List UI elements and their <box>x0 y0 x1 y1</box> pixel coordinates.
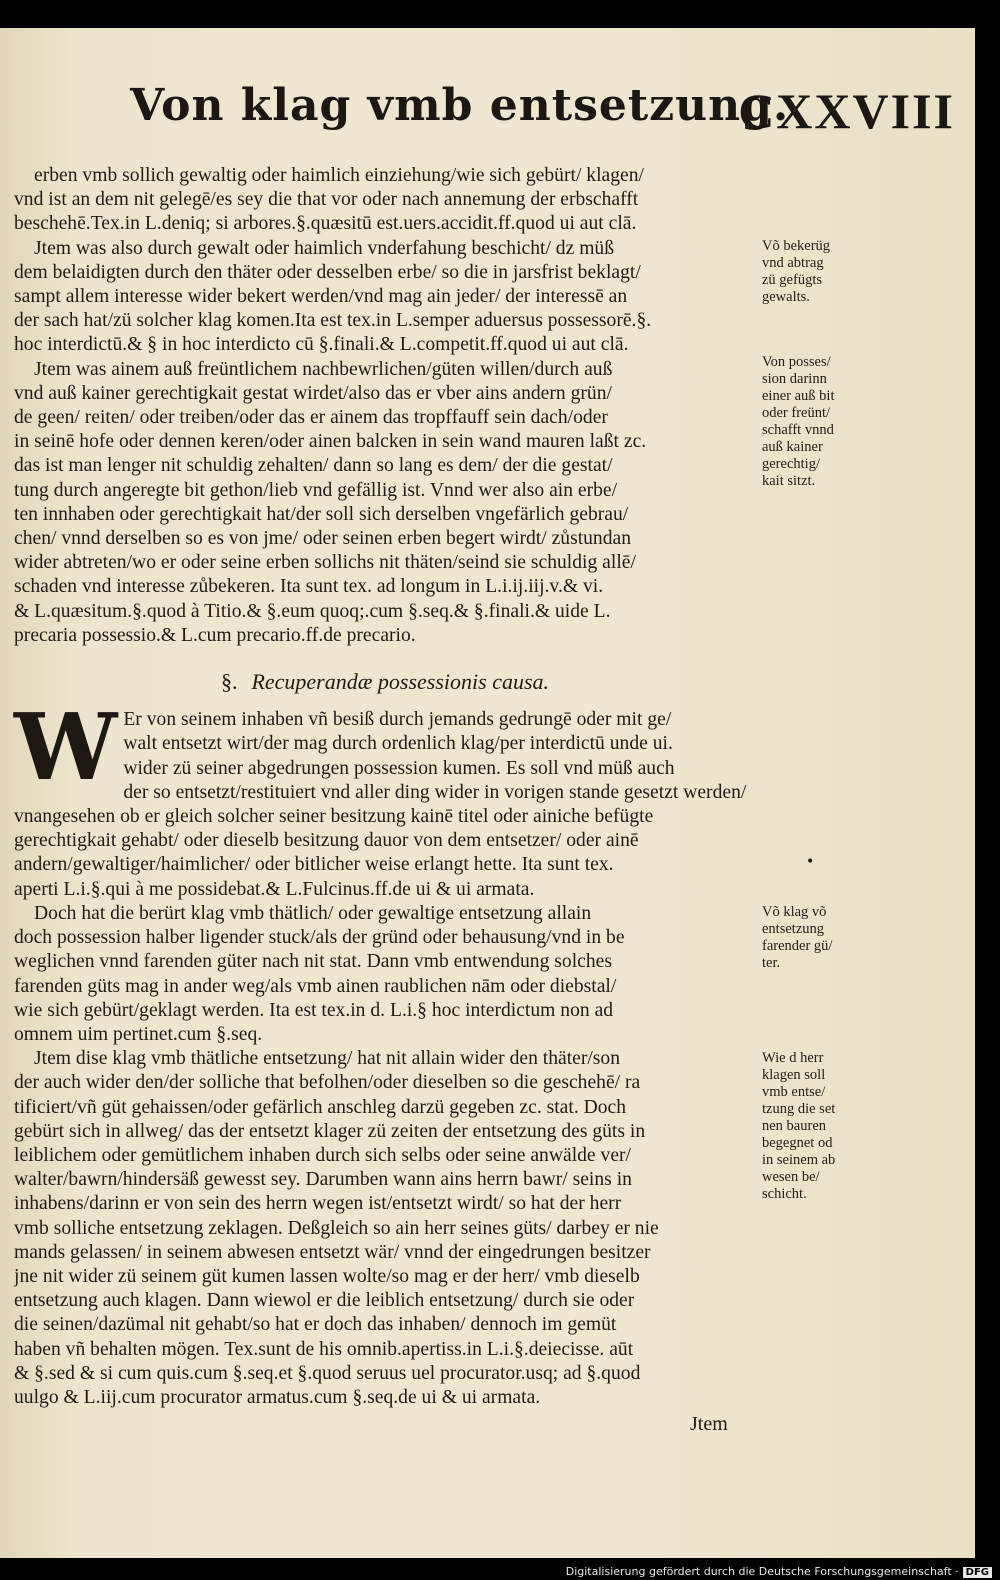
margin-note-line: einer auß bit <box>762 388 835 404</box>
text-line: jne nit wider zü seinem güt kumen lassen wolte/so mag er der herr/ vmb dieselb <box>14 1265 640 1287</box>
text-line: walt entsetzt wirt/der mag durch ordenlich klag/per interdictū unde ui. <box>123 733 673 755</box>
text-line: chen/ vnnd derselben so es von jme/ oder seinen erben begert wirdt/ zůstundan <box>14 528 632 550</box>
text-line: vmb solliche entsetzung zeklagen. Deßgleich so ain herr seines güts/ darbey er nie <box>14 1217 659 1239</box>
footer-text: Digitalisierung gefördert durch die Deutsche Forschungsgemeinschaft · <box>565 1565 959 1578</box>
margin-note-line: nen bauren <box>762 1118 827 1134</box>
text-line: aperti L.i.§.qui à me possidebat.& L.Fulcinus.ff.de ui & ui armata. <box>14 878 535 900</box>
text-line: vnangesehen ob er gleich solcher seiner besitzung kainē titel oder ainiche befügte <box>14 806 654 828</box>
text-line: entsetzung auch klagen. Dann wiewol er die leiblich entsetzung/ durch sie oder <box>14 1290 635 1312</box>
paragraph <box>14 358 756 648</box>
margin-note-line: Wie d herr <box>762 1050 824 1066</box>
text-line: uulgo & L.iij.cum procurator armatus.cum §.seq.de ui & ui armata. <box>14 1386 541 1408</box>
section-heading <box>14 670 756 694</box>
paragraph <box>14 902 756 1047</box>
text-line: vnd ist an dem nit gelegē/es sey die that vor oder nach annemung der erbschafft <box>14 189 639 211</box>
paragraph <box>14 237 756 358</box>
main-text-column <box>14 164 756 1410</box>
drop-cap: W <box>14 693 118 802</box>
text-line: ten innhaben oder gerechtigkait hat/der soll sich derselben vngefärlich gebrau/ <box>14 503 629 525</box>
text-line: beschehē.Tex.in L.deniq; si arbores.§.quæsitū est.uers.accidit.ff.quod ui aut clā. <box>14 213 637 235</box>
margin-note <box>762 1050 860 1203</box>
margin-note-line: tzung die set <box>762 1101 836 1117</box>
text-line: Jtem was also durch gewalt oder haimlich vnderfahung beschicht/ dz müß <box>34 237 615 259</box>
text-line: gerechtigkait gehabt/ oder dieselb besitzung dauor von dem entsetzer/ oder ainē <box>14 830 639 852</box>
text-line: haben vñ behalten mögen. Tex.sunt de his omnib.apertiss.in L.i.§.deiecisse. aūt <box>14 1338 634 1360</box>
text-line: mands gelassen/ in seinem abwesen entsetzt wär/ vnnd der eingedrungen besitzer <box>14 1241 651 1263</box>
digitization-footer <box>566 1565 992 1578</box>
paragraph <box>14 693 756 902</box>
text-line: & §.sed & si cum quis.cum §.seq.et §.quod seruus uel procurator.usq; ad §.quod <box>14 1362 641 1384</box>
text-line: Jtem dise klag vmb thätliche entsetzung/ hat nit allain wider den thäter/son <box>34 1048 621 1070</box>
margin-note-line: kait sitzt. <box>762 473 816 489</box>
text-line: die seinen/dazümal nit gehabt/so hat er doch das inhaben/ dennoch im gemüt <box>14 1314 617 1336</box>
margin-note-line: entsetzung <box>762 921 825 937</box>
text-line: der sach hat/zü solcher klag komen.Ita est tex.in L.semper aduersus possessorē.§. <box>14 310 652 332</box>
margin-note-line: schafft vnnd <box>762 422 834 438</box>
text-line: wider zü seiner abgedrungen possession kumen. Es soll vnd müß auch <box>123 757 675 779</box>
section-mark: §. <box>220 669 238 695</box>
bottom-paragraphs <box>14 693 756 1410</box>
margin-note-line: oder freünt/ <box>762 405 831 421</box>
margin-note-line: ter. <box>762 955 781 971</box>
text-line: der so entsetzt/restituiert vnd aller ding wider in vorigen stande gesetzt werden/ <box>123 781 747 803</box>
text-line: Jtem was ainem auß freüntlichem nachbewrlichen/güten willen/durch auß <box>34 358 613 380</box>
text-line: Er von seinem inhaben vñ besiß durch jemands gedrungē oder mit ge/ <box>123 709 672 731</box>
paragraph <box>14 1047 756 1410</box>
margin-note-line: auß kainer <box>762 439 823 455</box>
text-line: & L.quæsitum.§.quod à Titio.& §.eum quoq;.cum §.seq.& §.finali.& uide L. <box>14 600 611 622</box>
text-line: wie sich gebürt/geklagt werden. Ita est tex.in d. L.i.§ hoc interdictum non ad <box>14 999 614 1021</box>
catchword: Jtem <box>690 1413 728 1435</box>
margin-note-line: Võ bekerüg <box>762 238 831 254</box>
text-line: leiblichem oder gemütlichem inhaben durch sich selbs oder seine anwälde ver/ <box>14 1144 631 1166</box>
margin-note-line: wesen be/ <box>762 1169 820 1185</box>
margin-bullet: • <box>806 854 815 870</box>
text-line: der auch wider den/der solliche that befolhen/oder dieselben so die geschehē/ ra <box>14 1072 641 1094</box>
text-line: schaden vnd interesse zůbekeren. Ita sunt tex. ad longum in L.i.ij.iij.v.& vi. <box>14 576 604 598</box>
margin-note-line: gewalts. <box>762 289 810 305</box>
margin-note-line: begegnet od <box>762 1135 833 1151</box>
margin-note-line: vnd abtrag <box>762 255 824 271</box>
text-line: wider abtreten/wo er oder seine erben sollichs nit thäten/seind sie schuldig allē/ <box>14 552 636 574</box>
text-line: tificiert/vñ güt gehaissen/oder gefärlich anschleg darzü gegeben zc. stat. Doch <box>14 1096 627 1118</box>
text-line: hoc interdictū.& § in hoc interdicto cū §.finali.& L.competit.ff.quod ui aut clā. <box>14 334 629 356</box>
text-line: Doch hat die berürt klag vmb thätlich/ oder gewaltige entsetzung allain <box>34 902 592 924</box>
text-line: das ist man lenger nit schuldig zehalten/ dann so lang es dem/ der die gestat/ <box>14 455 613 477</box>
paragraph <box>14 164 756 237</box>
text-line: sampt allem interesse wider bekert werden/vnd mag ain jeder/ der interessē an <box>14 286 628 308</box>
margin-note-line: in seinem ab <box>762 1152 836 1168</box>
text-line: farenden güts mag in ander weg/als vmb ainen raublichen nām oder diebstal/ <box>14 975 617 997</box>
text-line: weglichen vnnd farenden güter nach nit stat. Dann vmb entwendung solches <box>14 951 612 973</box>
margin-note-line: gerechtig/ <box>762 456 820 472</box>
text-line: de geen/ reiten/ oder treiben/oder das er ainem das tropffauff sein dach/oder <box>14 407 608 429</box>
running-header <box>130 80 955 160</box>
book-page <box>0 28 975 1558</box>
text-line: tung durch angeregte bit gethon/lieb vnd gefällig ist. Vnnd wer also ain erbe/ <box>14 479 618 501</box>
top-paragraphs <box>14 164 756 648</box>
section-heading-text: Recuperandæ possessionis causa. <box>251 669 550 695</box>
margin-note-line: Von posses/ <box>762 354 831 370</box>
margin-note-line: klagen soll <box>762 1067 826 1083</box>
margin-note-line: schicht. <box>762 1186 807 1202</box>
margin-note-line: zü gefügts <box>762 272 822 288</box>
text-line: in seinē hofe oder dennen keren/oder ainen balcken in sein wand mauren laßt zc. <box>14 431 647 453</box>
text-line: omnem uim pertinet.cum §.seq. <box>14 1023 263 1045</box>
text-line: vnd auß kainer gerechtigkait gestat wirdet/also das er vber ains andern grün/ <box>14 382 612 404</box>
margin-note-line: vmb entse/ <box>762 1084 826 1100</box>
text-line: walter/bawrn/hindersäß gewesst sey. Darumben wann ains herrn bawr/ seins in <box>14 1169 632 1191</box>
text-line: inhabens/darinn er von sein des herrn wegen ist/entsetzt wirdt/ so hat der herr <box>14 1193 622 1215</box>
text-line: gebürt sich in allweg/ das der entsetzt klager zü zeiten der entsetzung des güts in <box>14 1120 646 1142</box>
margin-note-line: sion darinn <box>762 371 827 387</box>
text-line: erben vmb sollich gewaltig oder haimlich einziehung/wie sich gebürt/ klagen/ <box>34 165 644 186</box>
text-line: dem belaidigten durch den thäter oder desselben erbe/ so die in jarsfrist beklagt/ <box>14 261 641 283</box>
margin-note <box>762 238 860 306</box>
text-line: andern/gewaltiger/haimlicher/ oder bitlicher weise erlangt hette. Ita sunt tex. <box>14 854 614 876</box>
margin-note <box>762 354 860 490</box>
dfg-logo: DFG <box>963 1567 992 1578</box>
margin-note-line: Võ klag võ <box>762 904 827 920</box>
folio-number: CXXVIII <box>738 83 955 139</box>
margin-note-line: farender gü/ <box>762 938 833 954</box>
text-line: doch possession halber ligender stuck/als der gründ oder behausung/vnd in be <box>14 927 625 949</box>
text-line: precaria possessio.& L.cum precario.ff.de precario. <box>14 624 416 646</box>
running-title: Von klag vmb entsetzung. <box>130 80 790 131</box>
margin-note <box>762 904 860 972</box>
